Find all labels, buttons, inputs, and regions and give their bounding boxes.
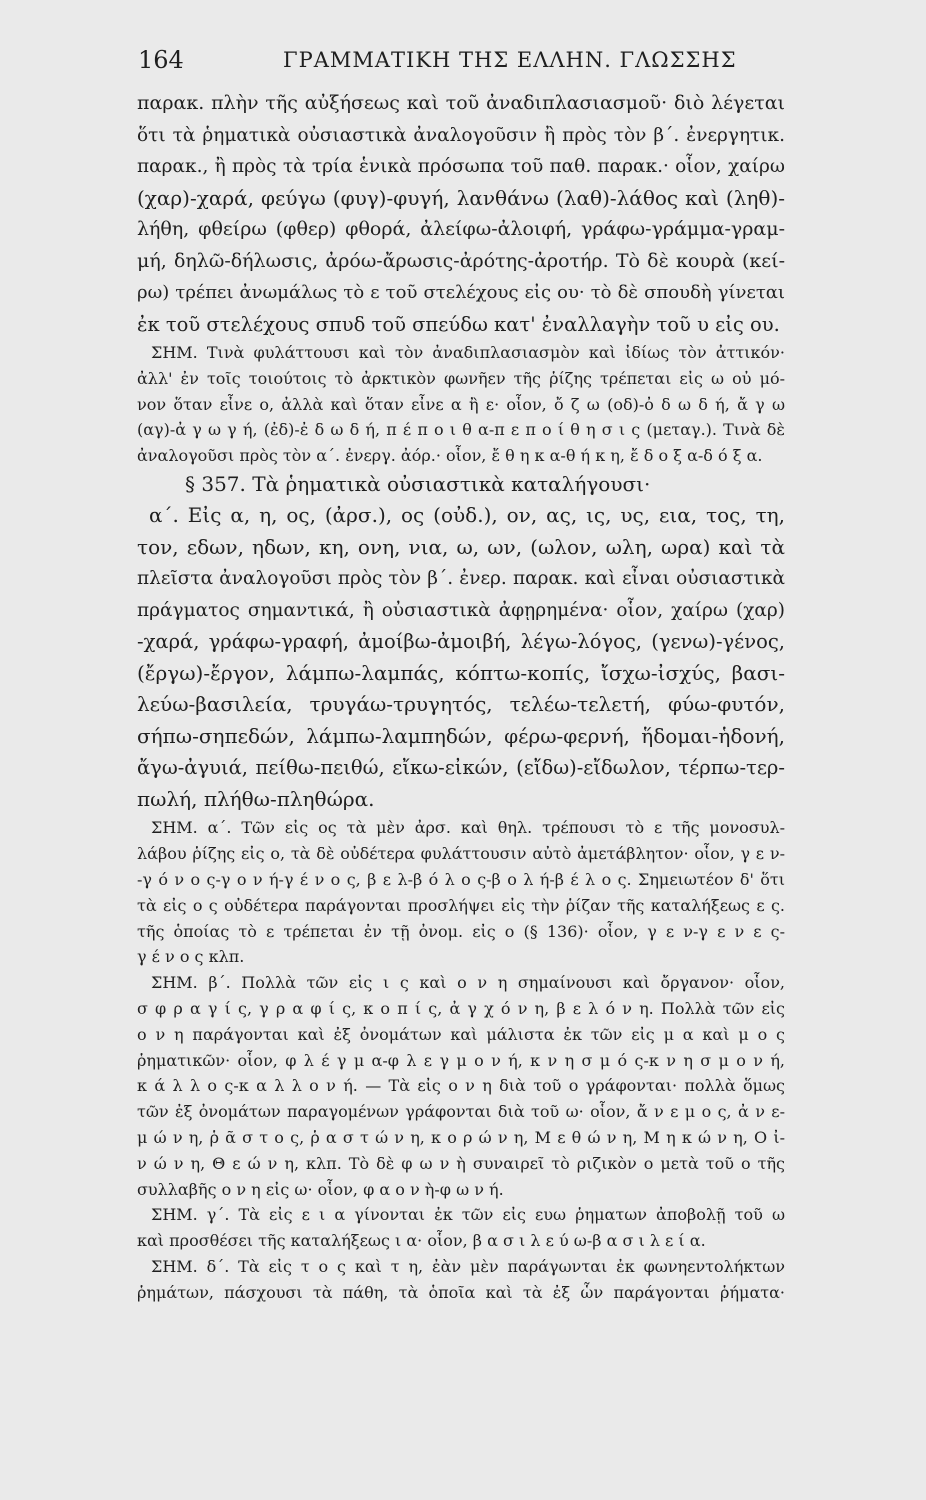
text-line: σήπω-σηπεδών, λάμπω-λαμπηδών, φέρω-φερνή, ἥδομαι-ἡδονή,	[137, 723, 785, 748]
text-line: πλεῖστα ἀναλογοῦσι πρὸς τὸν β΄. ἐνερ. παρακ. καὶ εἶναι οὐσιαστικὰ	[137, 568, 785, 590]
note-line: ΣΗΜ. Τινὰ φυλάττουσι καὶ τὸν ἀναδιπλασιασμὸν καὶ ἰδίως τὸν ἀττικόν·	[151, 343, 785, 362]
page-number: 164	[138, 46, 184, 74]
text-line: ὅτι τὰ ῥηματικὰ οὐσιαστικὰ ἀναλογοῦσιν ἢ πρὸς τὸν β΄. ἐνεργητικ.	[137, 124, 785, 146]
note-line: -γ ό ν ο ς-γ ο ν ή-γ έ ν ο ς, β ε λ-β ό λ ο ς-β ο λ ή-β έ λ ο ς. Σημειωτέον δ' ὅτι	[137, 870, 785, 890]
note-line: ἀναλογοῦσι πρὸς τὸν α΄. ἐνεργ. ἀόρ.· οἷον, ἔ θ η κ α-θ ή κ η, ἔ δ ο ξ α-δ ό ξ α.	[137, 446, 763, 466]
note-line: γ έ ν ο ς κλπ.	[137, 947, 245, 967]
note-line: (αγ)-ἀ γ ω γ ή, (ἐδ)-ἐ δ ω δ ή, π έ π ο ι θ α-π ε π ο ί θ η σ ι ς (μεταγ.). Τινὰ δὲ	[137, 420, 785, 440]
text-line: τον, εδων, ηδων, κη, ονη, νια, ω, ων, (ωλον, ωλη, ωρα) καὶ τὰ	[137, 534, 785, 559]
text-line: μή, δηλῶ-δήλωσις, ἀρόω-ἄρωσις-ἀρότης-ἀροτήρ. Τὸ δὲ κουρὰ (κεί-	[137, 249, 785, 272]
text-line: παρακ., ἢ πρὸς τὰ τρία ἑνικὰ πρόσωπα τοῦ παθ. παρακ.· οἷον, χαίρω	[137, 156, 785, 177]
text-line: ἄγω-ἀγυιά, πείθω-πειθώ, εἴκω-εἰκών, (εἴδω)-εἴδωλον, τέρπω-τερ-	[137, 756, 785, 780]
text-line: πωλή, πλήθω-πληθώρα.	[137, 786, 375, 811]
text-line: παρακ. πλὴν τῆς αὐξήσεως καὶ τοῦ ἀναδιπλασιασμοῦ· διὸ λέγεται	[137, 92, 785, 114]
running-head: ΓΡΑΜΜΑΤΙΚΗ ΤΗΣ ΕΛΛΗΝ. ΓΛΩΣΣΗΣ	[283, 48, 737, 72]
text-line: α΄. Εἰς α, η, ος, (ἀρσ.), ος (οὐδ.), ον, ας, ις, υς, εια, τος, τη,	[149, 503, 785, 528]
note-line: ῥημάτων, πάσχουσι τὰ πάθη, τὰ ὁποῖα καὶ τὰ ἐξ ὧν παράγονται ῥήματα·	[137, 1282, 785, 1302]
note-line: ΣΗΜ. δ΄. Τὰ εἰς τ ο ς καὶ τ η, ἐὰν μὲν παράγωνται ἐκ φωνηεντολήκτων	[151, 1257, 785, 1277]
text-line: (χαρ)-χαρά, φεύγω (φυγ)-φυγή, λανθάνω (λαθ)-λάθος καὶ (ληθ)-	[137, 185, 785, 210]
note-line: λάβου ῥίζης εἰς ο, τὰ δὲ οὐδέτερα φυλάττουσιν αὐτὸ ἀμετάβλητον· οἷον, γ ε ν-	[137, 844, 785, 864]
note-line: ΣΗΜ. β΄. Πολλὰ τῶν εἰς ι ς καὶ ο ν η σημαίνουσι καὶ ὄργανον· οἷον,	[151, 973, 785, 993]
text-line: (ἔργω)-ἔργον, λάμπω-λαμπάς, κόπτω-κοπίς, ἴσχω-ἰσχύς, βασι-	[137, 660, 785, 685]
text-line: ἐκ τοῦ στελέχους σπυδ τοῦ σπεύδω κατ' ἐναλλαγὴν τοῦ υ εἰς ου.	[137, 312, 780, 336]
text-line: -χαρά, γράφω-γραφή, ἀμοίβω-ἀμοιβή, λέγω-λόγος, (γενω)-γένος,	[137, 630, 785, 654]
note-line: τῆς ὁποίας τὸ ε τρέπεται ἐν τῇ ὀνομ. εἰς ο (§ 136)· οἷον, γ ε ν-γ ε ν ε ς-	[137, 921, 785, 941]
note-line: ο ν η παράγονται καὶ ἐξ ὀνομάτων καὶ μάλιστα ἐκ τῶν εἰς μ α καὶ μ ο ς	[137, 1024, 785, 1044]
note-line: μ ώ ν η, ῥ ᾶ σ τ ο ς, ῥ α σ τ ώ ν η, κ ο ρ ώ ν η, Μ ε θ ώ ν η, Μ η κ ώ ν η, Ο ἰ-	[137, 1128, 785, 1148]
body-text	[137, 88, 785, 1306]
note-line: σ φ ρ α γ ί ς, γ ρ α φ ί ς, κ ο π ί ς, ἀ γ χ ό ν η, β ε λ ό ν η. Πολλὰ τῶν εἰς	[137, 999, 785, 1019]
note-line: ΣΗΜ. γ΄. Τὰ εἰς ε ι α γίνονται ἐκ τῶν εἰς ευω ῥηματων ἀποβολῇ τοῦ ω	[151, 1205, 785, 1225]
note-line: τὰ εἰς ο ς οὐδέτερα παράγονται προσλήψει εἰς τὴν ῥίζαν τῆς καταλήξεως ε ς.	[137, 895, 785, 915]
note-line: συλλαβῆς ο ν η εἰς ω· οἷον, φ α ο ν ὴ-φ ω ν ή.	[137, 1179, 504, 1199]
text-line: λήθη, φθείρω (φθερ) φθορά, ἀλείφω-ἀλοιφή, γράφω-γράμμα-γραμ-	[137, 218, 785, 240]
section-heading: § 357. Τὰ ῥηματικὰ οὐσιαστικὰ καταλήγουσι·	[185, 471, 651, 496]
text-line: λεύω-βασιλεία, τρυγάω-τρυγητός, τελέω-τελετή, φύω-φυτόν,	[137, 692, 785, 717]
note-line: νον ὅταν εἶνε ο, ἀλλὰ καὶ ὅταν εἶνε α ἢ ε· οἷον, ὄ ζ ω (οδ)-ὀ δ ω δ ή, ἄ γ ω	[137, 394, 785, 414]
note-line: τῶν ἐξ ὀνομάτων παραγομένων γράφονται διὰ τοῦ ω· οἷον, ἄ ν ε μ ο ς, ἀ ν ε-	[137, 1102, 785, 1122]
page-header	[138, 46, 776, 76]
note-line: ῥηματικῶν· οἷον, φ λ έ γ μ α-φ λ ε γ μ ο ν ή, κ ν η σ μ ό ς-κ ν η σ μ ο ν ή,	[137, 1050, 785, 1070]
note-line: ἀλλ' ἐν τοῖς τοιούτοις τὸ ἀρκτικὸν φωνῆεν τῆς ῥίζης τρέπεται εἰς ω οὐ μό-	[137, 368, 785, 388]
text-line: πράγματος σημαντικά, ἢ οὐσιαστικὰ ἀφῃρημένα· οἷον, χαίρω (χαρ)	[137, 599, 785, 621]
note-line: κ ά λ λ ο ς-κ α λ λ ο ν ή. — Τὰ εἰς ο ν η διὰ τοῦ ο γράφονται· πολλὰ ὅμως	[137, 1076, 785, 1096]
note-line: καὶ προσθέσει τῆς καταλήξεως ι α· οἷον, β α σ ι λ ε ύ ω-β α σ ι λ ε ί α.	[137, 1231, 706, 1251]
text-line: ρω) τρέπει ἀνωμάλως τὸ ε τοῦ στελέχους εἰς ου· τὸ δὲ σπουδὴ γίνεται	[137, 282, 785, 303]
note-line: ν ώ ν η, Θ ε ώ ν η, κλπ. Τὸ δὲ φ ω ν ὴ συναιρεῖ τὸ ριζικὸν ο μετὰ τοῦ ο τῆς	[137, 1153, 785, 1173]
note-line: ΣΗΜ. α΄. Τῶν εἰς ος τὰ μὲν ἀρσ. καὶ θηλ. τρέπουσι τὸ ε τῆς μονοσυλ-	[151, 818, 785, 838]
